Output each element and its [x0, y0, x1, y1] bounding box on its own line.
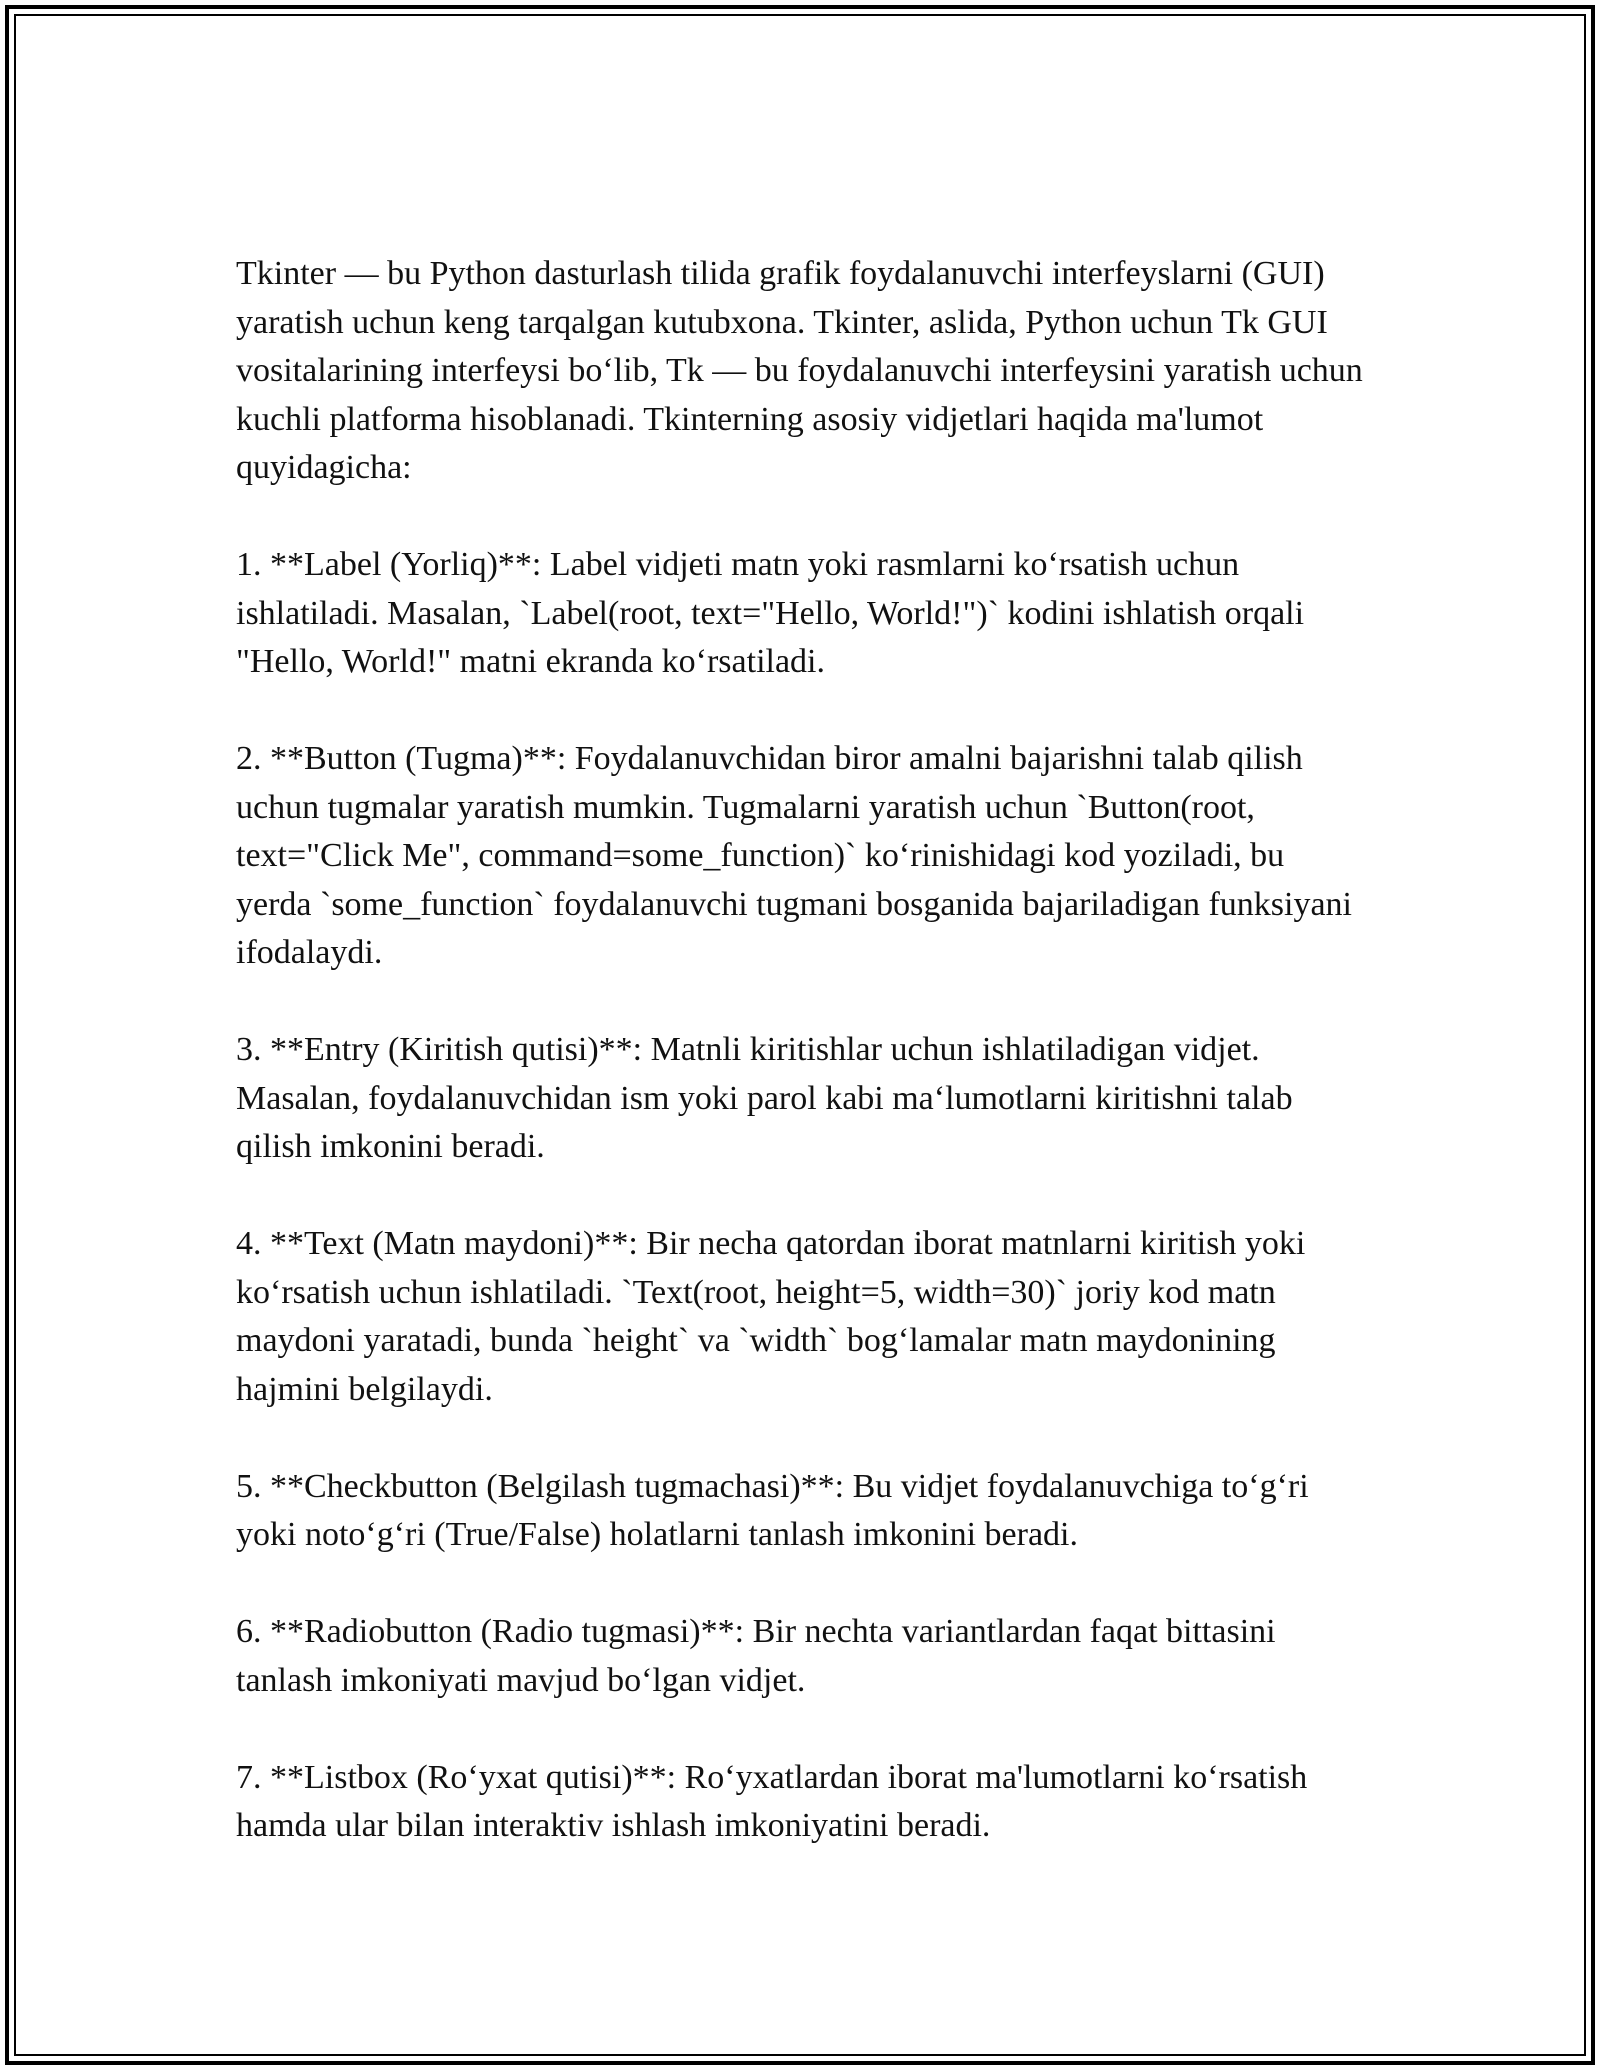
checkbutton-widget-paragraph: 5. **Checkbutton (Belgilash tugmachasi)**: Bu vidjet foydalanuvchiga to‘g‘ri yoki noto‘g‘ri (True/False) holatlarni tanlash imkonini beradi.: [236, 1467, 1309, 1553]
radiobutton-widget-paragraph: 6. **Radiobutton (Radio tugmasi)**: Bir nechta variantlardan faqat bittasini tanlash imkoniyati mavjud bo‘lgan vidjet.: [236, 1613, 1276, 1699]
button-widget-paragraph: 2. **Button (Tugma)**: Foydalanuvchidan biror amalni bajarishni talab qilish uchun tugmalar yaratish mumkin. Tugmalarni yaratish uchun `Button(root, text="Click Me", command=some_function)` ko‘rinishidagi kod yoziladi, bu yerda `some_function` foydalanuvchi tugmani bosganida bajariladigan funksiyani ifodalaydi.: [236, 740, 1353, 971]
label-widget-paragraph: 1. **Label (Yorliq)**: Label vidjeti matn yoki rasmlarni ko‘rsatish uchun ishlatiladi. Masalan, `Label(root, text="Hello, World!")` kodini ishlatish orqali "Hello, World!" matni ekranda ko‘rsatiladi.: [236, 546, 1305, 680]
entry-widget-paragraph: 3. **Entry (Kiritish qutisi)**: Matnli kiritishlar uchun ishlatiladigan vidjet. Masalan, foydalanuvchidan ism yoki parol kabi ma‘lumotlarni kiritishni talab qilish imkonini beradi.: [236, 1031, 1293, 1165]
listbox-widget-paragraph: 7. **Listbox (Ro‘yxat qutisi)**: Ro‘yxatlardan iborat ma'lumotlarni ko‘rsatish hamda ular bilan interaktiv ishlash imkoniyatini beradi.: [236, 1758, 1308, 1844]
text-widget-paragraph: 4. **Text (Matn maydoni)**: Bir necha qatordan iborat matnlarni kiritish yoki ko‘rsatish uchun ishlatiladi. `Text(root, height=5, width=30)` joriy kod matn maydoni yaratadi, bunda `height` va `width` bog‘lamalar matn maydonining hajmini belgilaydi.: [236, 1225, 1306, 1408]
document-body: [236, 250, 1366, 1899]
intro-paragraph: Tkinter — bu Python dasturlash tilida grafik foydalanuvchi interfeyslarni (GUI) yaratish uchun keng tarqalgan kutubxona. Tkinter, aslida, Python uchun Tk GUI vositalarining interfeysi bo‘lib, Tk — bu foydalanuvchi interfeysini yaratish uchun kuchli platforma hisoblanadi. Tkinterning asosiy vidjetlari haqida ma'lumot quyidagicha:: [236, 255, 1363, 486]
